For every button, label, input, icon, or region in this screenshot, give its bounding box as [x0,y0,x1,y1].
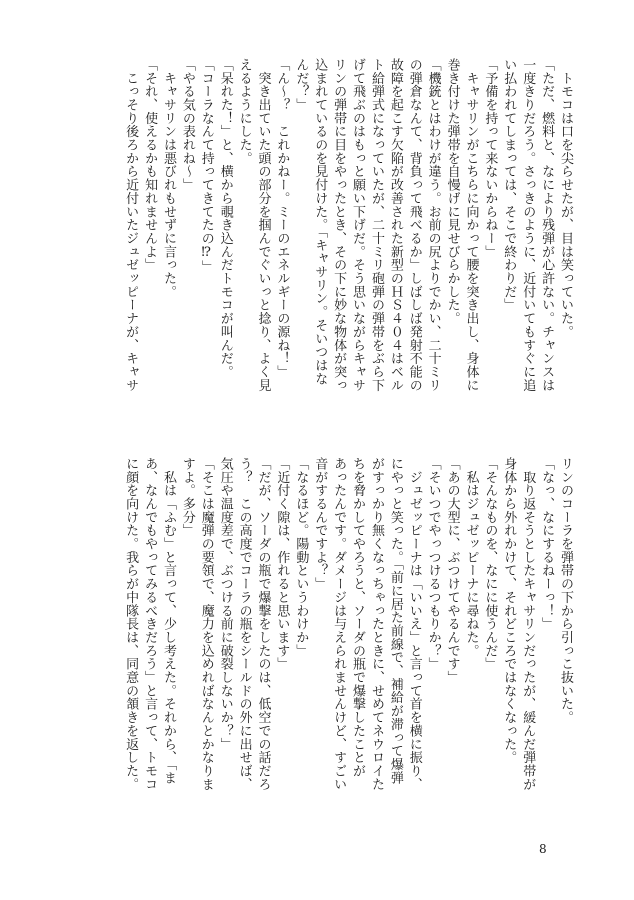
text-line: にやっと笑った。「前に居た前線で、補給が滞って爆弾 [387,457,403,785]
text-line: 故障を起こす欠陥が改善された新型のＨＳ４０４はベル [387,58,403,392]
text-line: えるようにした。 [236,58,252,165]
text-line: 「そこは魔弾の要領で、魔力を込めればなんとかなりま [198,457,214,791]
text-line: ト給弾式になっていたが、二十ミリ砲弾の弾帯をぶら下 [368,58,384,392]
text-line: 一度きりだろう。さっきのように、近付いてもすぐに追 [520,58,536,392]
text-line: リンのコーラを弾帯の下から引っこ抜いた。 [558,457,573,724]
page-number: 8 [539,842,547,856]
text-line: 気圧や温度差で、ぶつける前に破裂しないか？」 [217,457,233,751]
text-line: 「そいつでやっつけるつもりか？」 [425,457,441,671]
text-line: トモコは口を尖らせたが、目は笑っていた。 [558,58,573,339]
text-line: あったんです。ダメージは与えられませんけど、すごい [331,457,347,791]
text-line: 「だが、ソーダの瓶で爆撃をしたのは、低空での話だろ [255,457,271,791]
text-line: 「やる気の表れね〜」 [179,58,195,192]
text-line: い払われてしまっては、そこで終わりだ」 [501,58,517,312]
text-line: げて飛ぶのはもっと願い下げだ。そう思いながらキャサ [350,58,366,392]
text-line: 「ただ、燃料と、なにより残弾が心許ない。チャンスは [539,58,555,392]
text-line: キャサリンは悪びれもせずに言った。 [160,58,176,299]
text-line: 巻き付けた弾帯を自慢げに見せびらかした。 [444,58,460,325]
text-line: こっそり後ろから近付いたジュゼッピーナが、キャサ [123,58,139,392]
text-line: 「それ、使えるかも知れませんよ」 [142,58,158,272]
text-line: 「機銃とはわけが違う。お前の尻よりでかい、二十ミリ [425,58,441,392]
text-line: 「なるほど。陽動というわけか」 [293,457,309,658]
text-line: 「あの大型に、ぶつけてやるんです」 [444,457,460,684]
text-line: 「コーラなんて持ってきてたの⁉」 [198,58,214,274]
text-line: 身体から外れかけて、それどころではなくなった。 [501,457,517,765]
text-line: 「なっ、なにするねーっ！」 [539,457,555,631]
text-line: リンの弾帯に目をやったとき、その下に妙な物体が突っ [331,58,347,392]
text-line: んだ？」 [293,58,309,112]
text-line: に顔を向けた。我らが中隊長は、同意の頷きを返した。 [123,457,139,791]
text-line: キャサリンがこちらに向かって腰を突き出し、身体に [463,58,479,392]
text-line: 「近付く隙は、作れると思います」 [274,457,290,671]
text-line: がすっかり無くなっちゃったときに、せめてネウロイた [368,457,384,791]
text-line: 取り返そうとしたキャサリンだったが、緩んだ弾帯が [520,457,536,791]
text-line: 突き出ていた頭の部分を掴んでぐいっと捻り、よく見 [255,58,271,392]
upper-text-block [74,58,574,413]
text-line: の弾倉なんて、背負って飛べるか」しばしば発射不能の [406,58,422,392]
text-line: 音がするんですよ？」 [312,457,328,591]
text-line: 「そんなものを、なにに使うんだ」 [482,457,498,671]
text-line: 込まれているのを見付けた。「キャサリン。そいつはな [312,58,328,386]
text-line: 「ん〜？ これかねー。ミーのエネルギーの源ね！」 [274,58,290,379]
text-line: ジュゼッピーナは「いいえ」と言って首を横に振り、 [406,457,422,791]
text-line: う？ この高度でコーラの瓶をシールドの外に出せば、 [236,457,252,791]
text-line: ちを脅かしてやろうと、ソーダの瓶で爆撃したことが [350,457,366,778]
text-line: あ、なんでもやってみるべきだろう」と言って、トモコ [142,457,158,791]
text-line: 「呆れた！」と、横から覗き込んだトモコが叫んだ。 [217,58,233,379]
text-line: すよ。多分」 [179,457,195,538]
lower-text-block [74,457,574,812]
text-line: 私は「ふむ」と言って、少し考えた。それから、「ま [160,457,176,785]
text-line: 私はジュゼッピーナに尋ねた。 [463,457,479,658]
text-line: 「予備を持って来ないからねー」 [482,58,498,259]
